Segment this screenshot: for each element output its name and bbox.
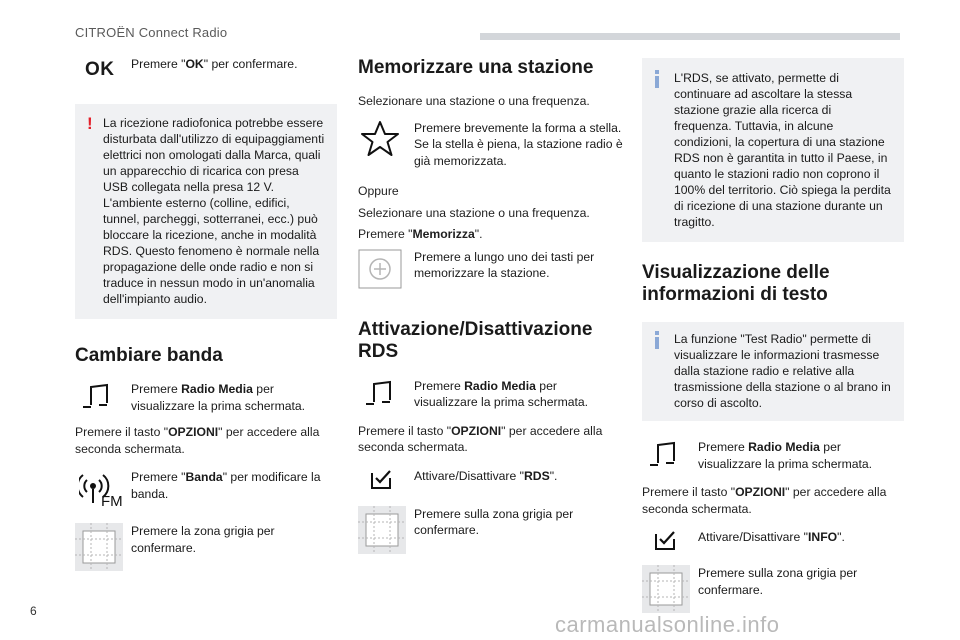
- plus-button-icon: [358, 249, 402, 289]
- store-intro: Selezionare una stazione o una frequenza.: [358, 94, 590, 108]
- music-note-icon: [648, 439, 682, 469]
- band-step-1-text: Premere Radio Media per visualizzare la prima schermata.: [131, 382, 306, 413]
- text-info-notice: [642, 322, 904, 421]
- store-intro-2: Selezionare una stazione o una frequenza.: [358, 205, 590, 220]
- info-step-1: [642, 439, 904, 472]
- header-title: CITROËN Connect Radio: [75, 25, 228, 40]
- text-info-text: La funzione "Test Radio" permette di visualizzare le informazioni trasmesse dalla stazione radio e relative alla trasmissione della stazione o al brano in corso di ascolto.: [674, 332, 891, 410]
- warning-notice: [75, 104, 337, 319]
- rds-info-notice: [642, 58, 904, 242]
- band-step-3-text: Premere "Banda" per modificare la banda.: [131, 470, 321, 501]
- rds-heading: Attivazione/Disattivazione RDS: [358, 318, 593, 362]
- info-step-1-text: Premere Radio Media per visualizzare la prima schermata.: [698, 440, 873, 471]
- star-step-text: Premere brevemente la forma a stella. Se la stella è piena, la stazione radio è già memorizzata.: [414, 120, 623, 168]
- info-step-4: [642, 565, 904, 613]
- column-1: [75, 52, 337, 571]
- music-note-icon: [364, 378, 398, 408]
- info-icon: [654, 331, 666, 348]
- checkbox-icon: [654, 529, 676, 551]
- band-heading: Cambiare banda: [75, 345, 223, 366]
- rds-step-4: [358, 506, 623, 554]
- band-step-4: [75, 523, 337, 571]
- store-heading: Memorizzare una stazione: [358, 57, 594, 78]
- band-step-3: [75, 469, 337, 509]
- band-step-1: [75, 381, 337, 414]
- plus-step-text: Premere a lungo uno dei tasti per memorizzare la stazione.: [414, 249, 595, 280]
- text-info-heading: Visualizzazione delle informazioni di testo: [642, 262, 830, 305]
- rds-step-4-text: Premere sulla zona grigia per confermare.: [414, 506, 574, 537]
- grey-zone-icon: [358, 506, 406, 554]
- rds-step-1-text: Premere Radio Media per visualizzare la prima schermata.: [414, 378, 589, 409]
- svg-text:FM: FM: [101, 493, 123, 509]
- star-icon: [360, 120, 400, 158]
- page-number: 6: [30, 604, 37, 618]
- checkbox-icon: [370, 468, 392, 490]
- plus-step: [358, 249, 623, 289]
- grey-zone-icon: [642, 565, 690, 613]
- warning-text-1: La ricezione radiofonica potrebbe essere disturbata dall'utilizzo di equipaggiamenti elettrici non omologati dalla Marca, quali un apparecchio di ricarica con presa USB collegata nella presa 12 V.: [103, 116, 325, 194]
- header-bar: [480, 33, 900, 40]
- ok-step-text: Premere "OK" per confermare.: [131, 57, 298, 71]
- ok-icon: OK: [85, 59, 115, 80]
- rds-info-text: L'RDS, se attivato, permette di continuare ad ascoltare la stessa stazione grazie alla ricerca di frequenza. Tuttavia, in alcune condizioni, la copertura di una stazione RDS non è garantita in tutto il Paese, in quanto le stazioni radio non coprono il 100% del territorio. Ciò spiega la perdita di ricezione di una stazione durante un tragitto.: [674, 71, 891, 229]
- column-3: [642, 52, 904, 613]
- grey-zone-icon: [75, 523, 123, 571]
- info-step-4-text: Premere sulla zona grigia per confermare.: [698, 566, 858, 597]
- star-step: [358, 120, 623, 170]
- warning-text-2: L'ambiente esterno (colline, edifici, tunnel, parcheggi, sotterranei, ecc.) può bloccare la ricezione, anche in modalità RDS. Questo fenomeno è normale nella propagazione delle onde radio e non si traduce in nessun modo in un'anomalia dell'impianto audio.: [103, 196, 320, 306]
- warning-icon: !: [87, 114, 93, 133]
- column-2: [358, 52, 623, 554]
- band-step-4-text: Premere la zona grigia per confermare.: [131, 524, 275, 555]
- watermark: carmanualsonline.info: [555, 612, 780, 637]
- rds-step-2-text: Premere il tasto "OPZIONI" per accedere alla seconda schermata.: [358, 423, 603, 454]
- rds-step-3-text: Attivare/Disattivare "RDS".: [414, 468, 558, 483]
- info-step-3: [642, 529, 904, 551]
- oppure-text: Oppure: [358, 184, 399, 198]
- music-note-icon: [81, 381, 115, 411]
- rds-step-1: [358, 378, 623, 411]
- fm-radio-icon: [79, 469, 125, 509]
- info-step-2-text: Premere il tasto "OPZIONI" per accedere alla seconda schermata.: [642, 485, 887, 516]
- info-icon: [654, 70, 666, 87]
- band-step-2-text: Premere il tasto "OPZIONI" per accedere alla seconda schermata.: [75, 425, 320, 456]
- ok-step: [75, 56, 337, 81]
- memorizza-text: Premere "Memorizza".: [358, 227, 483, 241]
- rds-step-3: [358, 468, 623, 490]
- info-step-3-text: Attivare/Disattivare "INFO".: [698, 530, 845, 544]
